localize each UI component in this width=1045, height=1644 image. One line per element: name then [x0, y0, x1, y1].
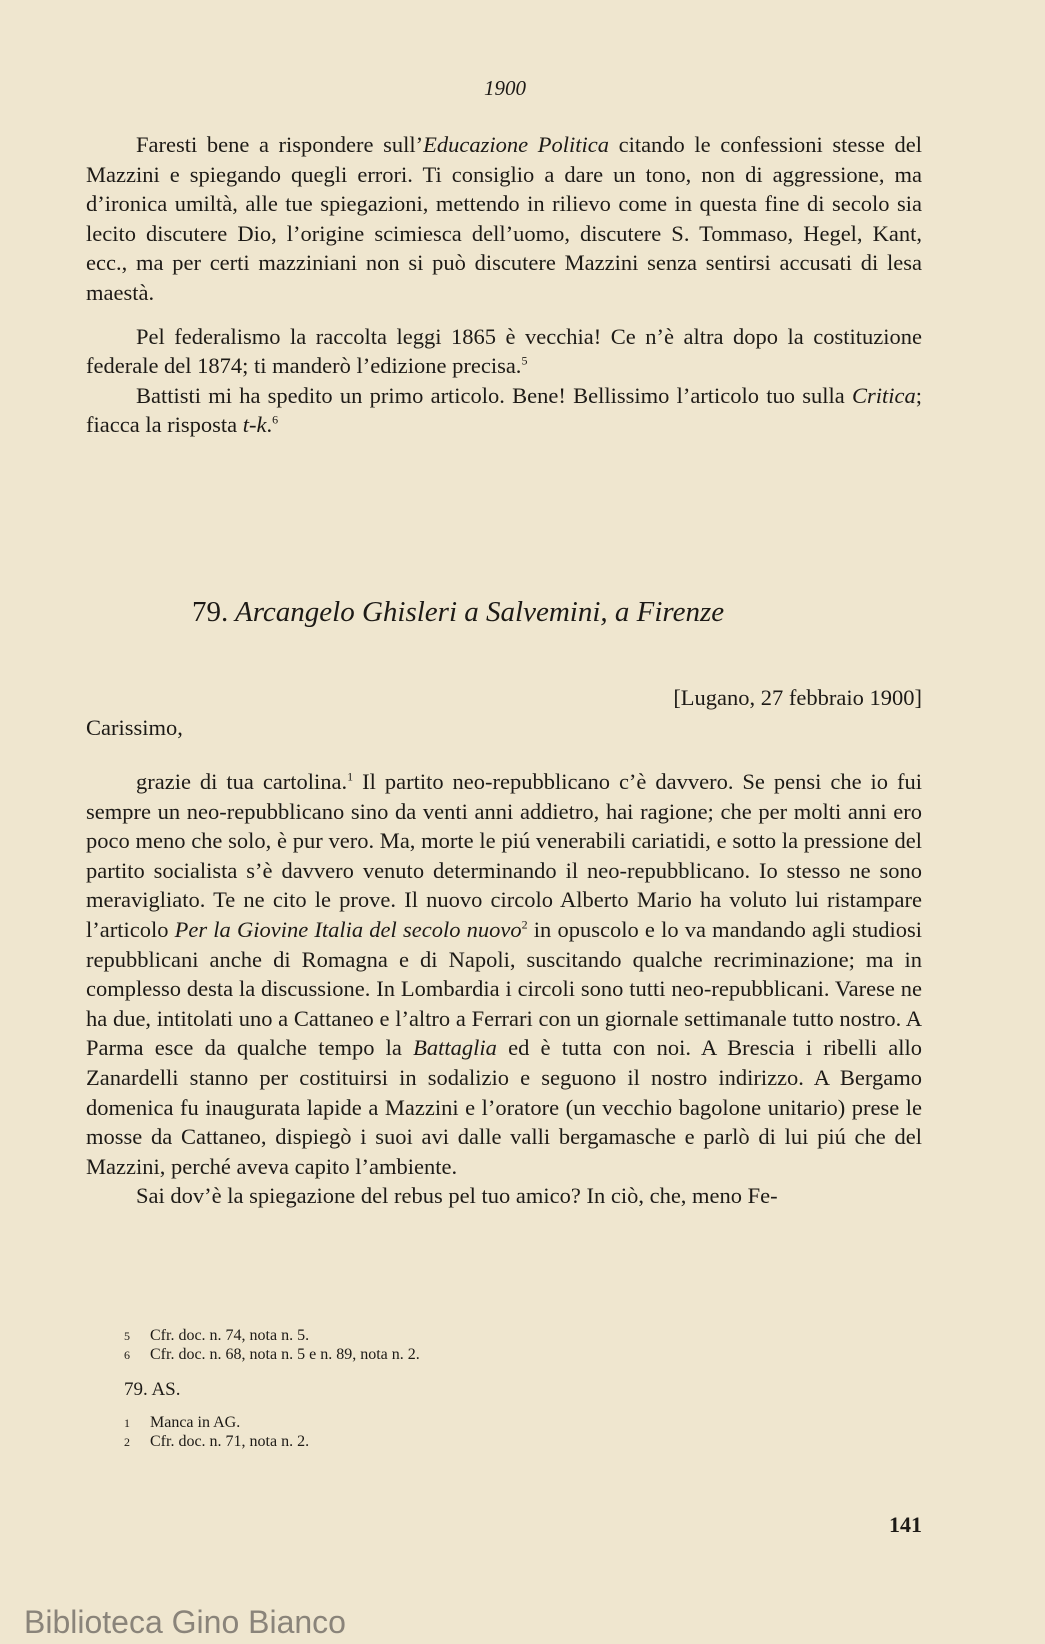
footnote-6	[124, 1345, 420, 1365]
italic-title-battaglia: Battaglia	[413, 1035, 497, 1061]
footnote-ref-5: 5	[521, 353, 528, 368]
letter-number: 79.	[192, 596, 229, 628]
footnote-text: Cfr. doc. n. 68, nota n. 5 e n. 89, nota n. 2.	[150, 1346, 420, 1363]
top-section	[86, 130, 922, 440]
running-header: 1900	[484, 76, 526, 100]
italic-tk: t-k	[242, 412, 267, 438]
letter-heading	[192, 596, 992, 629]
footnote-ref-1: 1	[347, 769, 354, 784]
page-number: 141	[889, 1512, 922, 1537]
paragraph-federalismo: Pel federalismo la raccolta leggi 1865 è vecchia! Ce n’è altra dopo la costituzione federale del 1874; ti manderò l’edizione precisa.$^5$	[86, 323, 922, 379]
footnote-mark: 2	[124, 1435, 130, 1449]
paragraph-educazione-politica: Faresti bene a rispondere sull’Educazione Politica citando le confessioni stesse del Mazzini e spiegando quegli errori. Ti consiglio a dare un tono, non di aggressione, ma d’ironica umiltà, alle tue spiegazioni, mettendo in rilievo come in questa fine di secolo sia lecito discutere Dio, l’origine scimiesca dell’uomo, discutere S. Tommaso, Hegel, Kant, ecc., ma per certi mazziniani non si può discutere Mazzini senza sentirsi accusati di lesa maestà.	[86, 132, 922, 305]
footnote-2	[124, 1432, 309, 1452]
footnote-text: Cfr. doc. n. 71, nota n. 2.	[150, 1433, 310, 1450]
footnote-1	[124, 1413, 240, 1433]
letter-body	[86, 767, 922, 1211]
letter-paragraph-1: grazie di tua cartolina.$^1$ Il partito neo-repubblicano c’è davvero. Se pensi che io fui sempre un neo-repubblicano sino da venti anni addietro, hai ragione; che per molti anni ero poco meno che solo, è pur vero. Ma, morte le piú venerabili cariatidi, e sotto la pressione del partito socialista s’è davvero venuto determinando il neo-repubblicano. Io stesso ne sono meravigliato. Te ne cito le prove. Il nuovo circolo Alberto Mario ha voluto lui ristampare l’articolo Per la Giovine Italia del secolo nuovo$^2$ in opuscolo e lo va mandando agli studiosi repubblicani anche di Romagna e di Napoli, suscitando qualche recriminazione; ma in complesso desta la discussione. In Lombardia i circoli sono tutti neo-repubblicani. Varese ne ha due, intitolati uno a Cattaneo e l’altro a Ferrari con un giornale settimanale tutto nostro. A Parma esce da qualche tempo la Battaglia ed è tutta con noi. A Brescia i ribelli allo Zanardelli stanno per costituirsi in sodalizio e seguono il nostro indirizzo. A Bergamo domenica fu inaugurata lapide a Mazzini e l’oratore (un vecchio bagolone unitario) prese le mosse da Cattaneo, dispiegò i suoi avi dalle valli bergamasche e parlò di lui piú che del Mazzini, perché aveva capito l’ambiente.	[86, 769, 922, 1179]
letter-salutation: Carissimo,	[86, 715, 183, 740]
footnote-mark: 1	[124, 1416, 130, 1430]
letter-paragraph-2: Sai dov’è la spiegazione del rebus pel tuo amico? In ciò, che, meno Fe-	[136, 1183, 778, 1209]
italic-title-giovine-italia: Per la Giovine Italia del secolo nuovo	[174, 916, 522, 942]
document-reference: 79. AS.	[124, 1379, 181, 1400]
footnote-text: Cfr. doc. n. 74, nota n. 5.	[150, 1327, 310, 1344]
footnote-mark: 5	[124, 1329, 130, 1343]
footnote-text: Manca in AG.	[150, 1414, 241, 1431]
library-watermark: Biblioteca Gino Bianco	[24, 1604, 346, 1640]
footnote-mark: 6	[124, 1348, 130, 1362]
italic-title-critica: Critica	[851, 382, 916, 408]
paragraph-battisti: Battisti mi ha spedito un primo articolo. Bene! Bellissimo l’articolo tuo sulla Critica; fiacca la risposta t-k.$^6$	[86, 382, 922, 438]
footnote-ref-6: 6	[272, 412, 279, 427]
italic-title-educazione-politica: Educazione Politica	[423, 132, 609, 157]
letter-dateline: [Lugano, 27 febbraio 1900]	[673, 685, 922, 710]
letter-title: Arcangelo Ghisleri a Salvemini, a Firenze	[234, 596, 725, 628]
footnote-5	[124, 1326, 309, 1346]
footnote-ref-2: 2	[521, 917, 528, 932]
